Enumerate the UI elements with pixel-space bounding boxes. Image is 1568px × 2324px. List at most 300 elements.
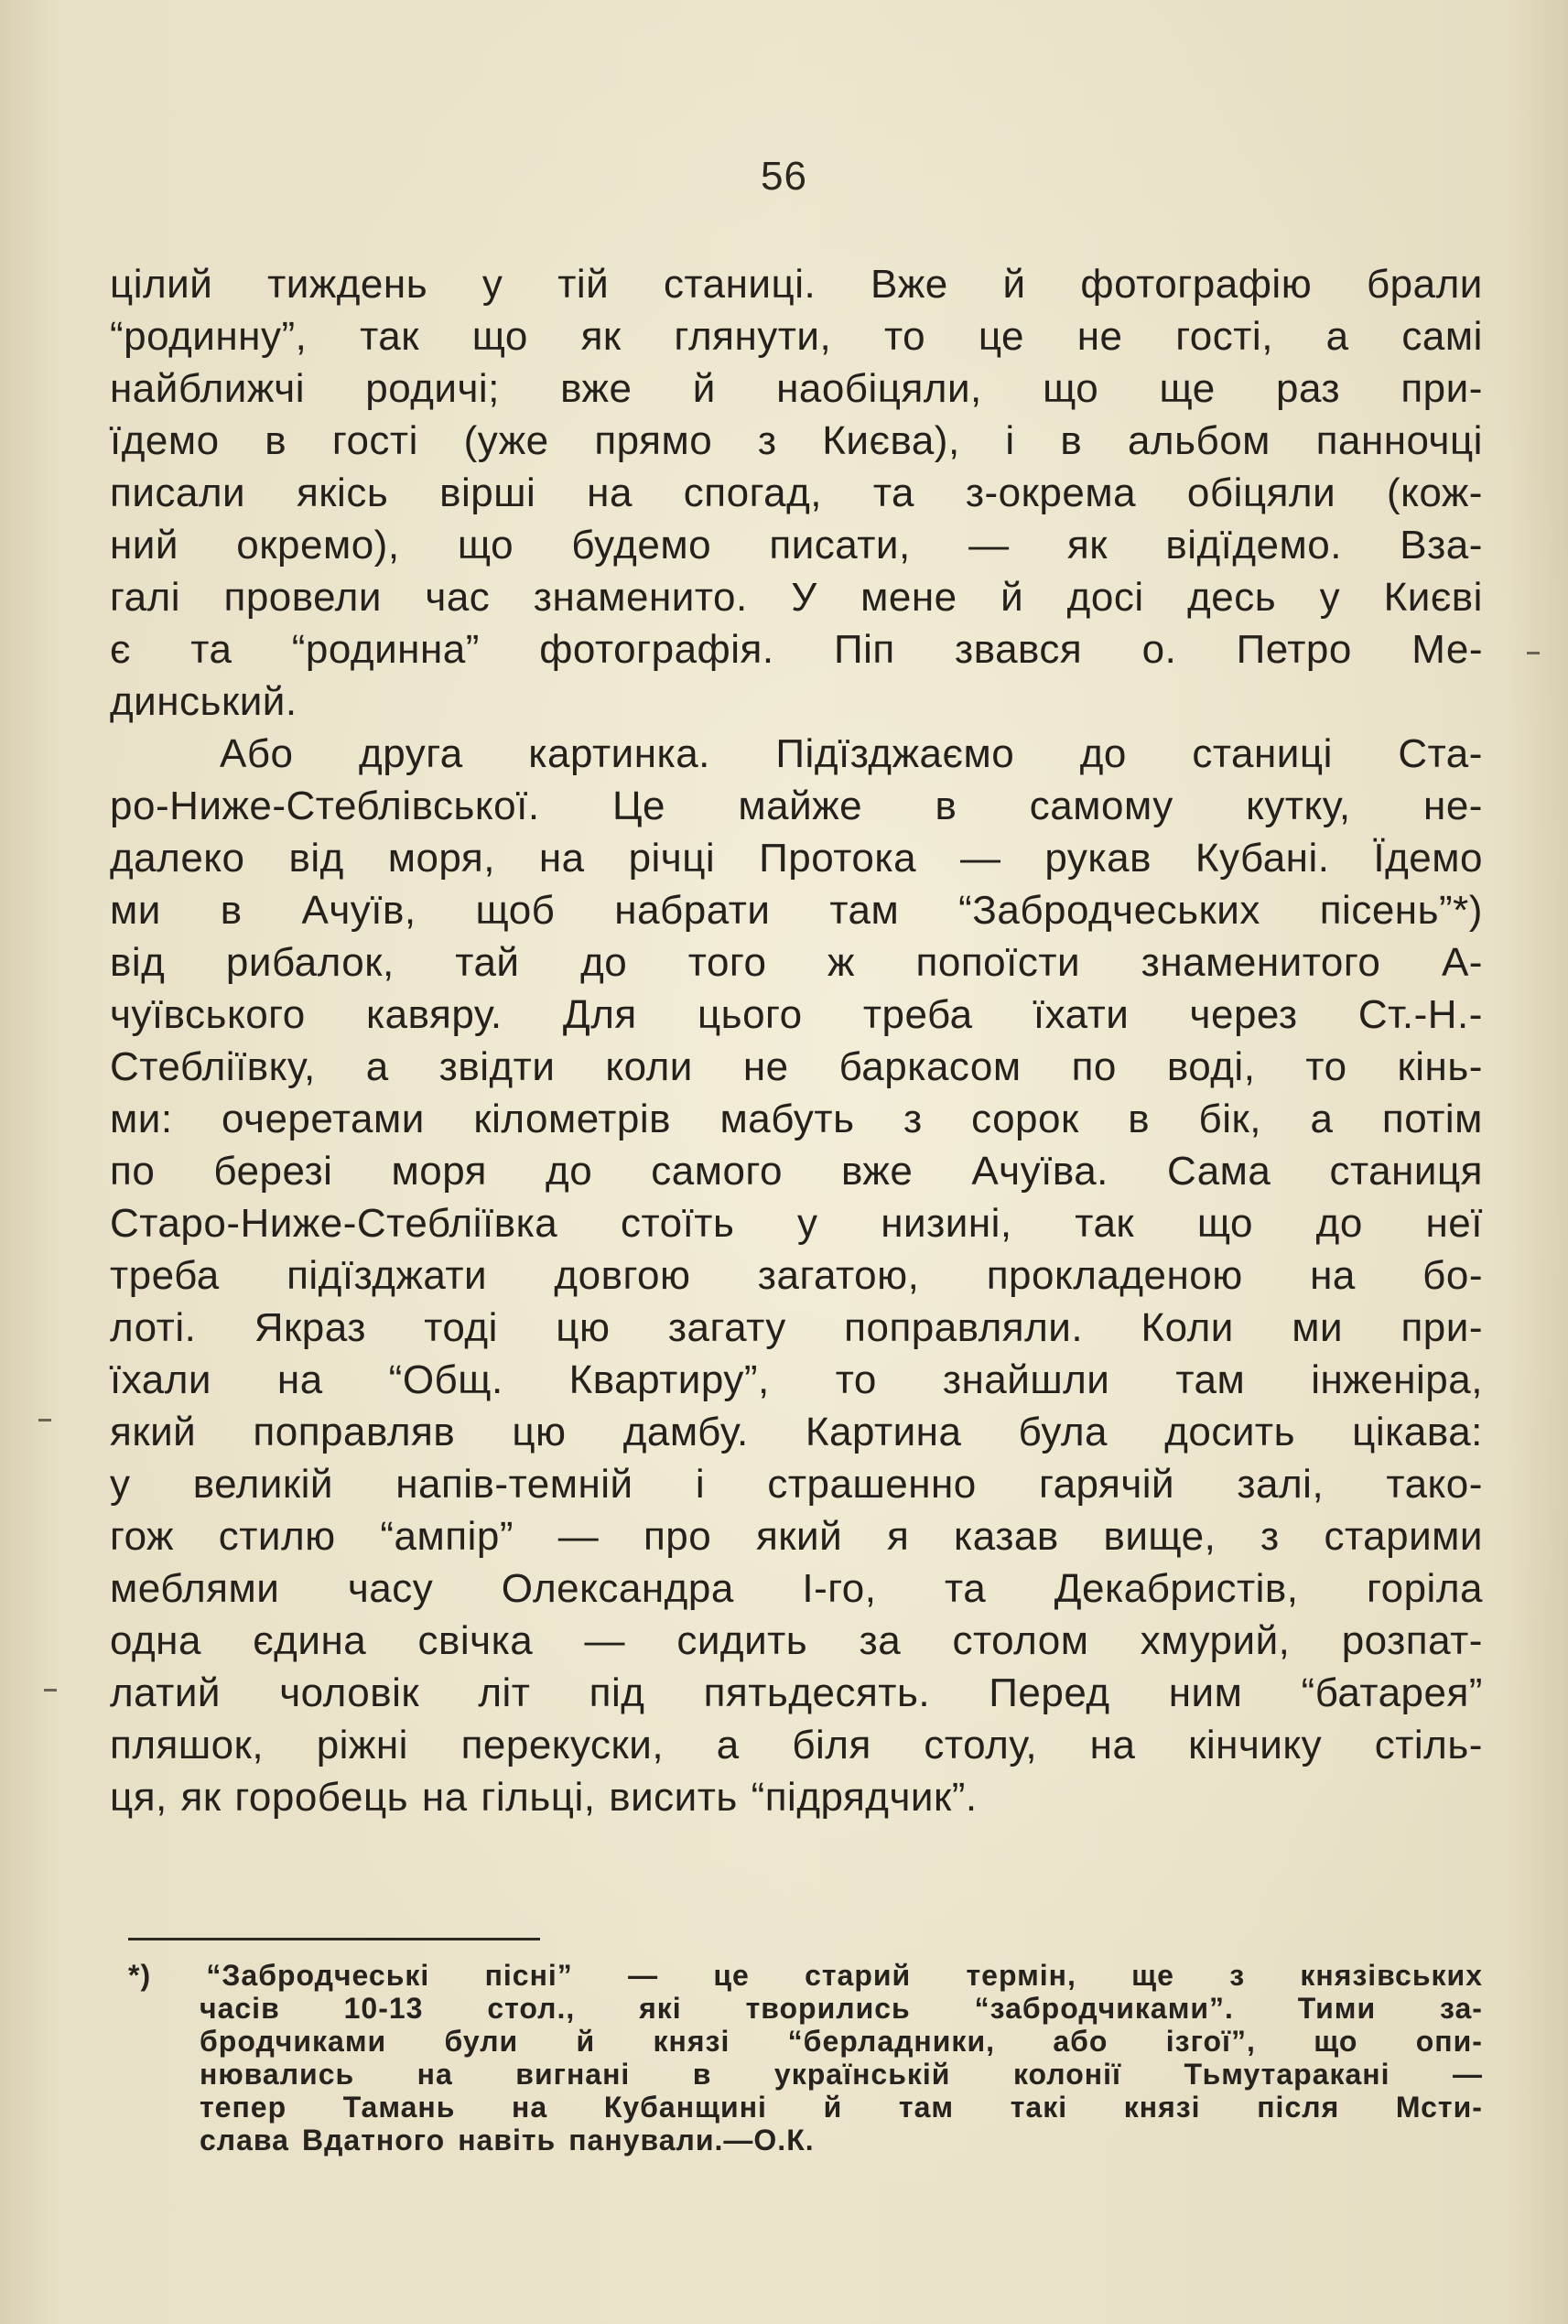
word: Вза- bbox=[1400, 523, 1483, 567]
word: до bbox=[1315, 1201, 1363, 1246]
word: не- bbox=[1423, 784, 1483, 828]
word: моря bbox=[391, 1149, 487, 1194]
footnote-word: слава bbox=[200, 2124, 289, 2156]
footnote-line bbox=[128, 2124, 1483, 2156]
footnote-line bbox=[128, 1992, 1483, 2025]
word: при- bbox=[1400, 1305, 1483, 1350]
word: до bbox=[580, 940, 628, 985]
word: альбом bbox=[1127, 418, 1271, 463]
text-line bbox=[110, 989, 1483, 1041]
word: в bbox=[1060, 418, 1083, 463]
footnote-word: на bbox=[416, 2058, 453, 2091]
footnote-divider bbox=[128, 1938, 540, 1940]
word: що bbox=[1043, 366, 1099, 411]
word: так bbox=[1075, 1201, 1135, 1246]
margin-mark bbox=[38, 1419, 51, 1421]
word: “батарея” bbox=[1301, 1670, 1483, 1715]
word: брали bbox=[1366, 262, 1483, 307]
word: що bbox=[1196, 1201, 1254, 1246]
word: не bbox=[1076, 314, 1123, 359]
footnote-word: українській bbox=[773, 2058, 951, 2091]
word: У bbox=[791, 575, 817, 620]
word: бо- bbox=[1422, 1253, 1483, 1298]
word: на bbox=[538, 836, 585, 881]
footnote-word: — bbox=[628, 1959, 659, 1992]
word: в bbox=[220, 888, 243, 933]
word: й bbox=[1000, 575, 1024, 620]
footnote-word: Мсти- bbox=[1395, 2091, 1483, 2124]
footnote-word: — bbox=[1453, 2058, 1483, 2091]
word: на bbox=[1310, 1253, 1356, 1298]
word: цю bbox=[556, 1305, 611, 1350]
word: висить bbox=[609, 1775, 738, 1820]
word: набрати bbox=[614, 888, 771, 933]
word: хмурий, bbox=[1140, 1618, 1291, 1663]
word: у bbox=[481, 262, 503, 307]
word: ж bbox=[827, 940, 855, 985]
word: не bbox=[742, 1044, 789, 1089]
word: моря, bbox=[387, 836, 495, 881]
word: “підрядчик”. bbox=[751, 1775, 978, 1820]
word: воді, bbox=[1166, 1044, 1256, 1089]
word: столу, bbox=[924, 1723, 1038, 1767]
word: стилю bbox=[218, 1514, 336, 1559]
word: гості, bbox=[1175, 314, 1273, 359]
word: досі bbox=[1066, 575, 1144, 620]
word: напів-темній bbox=[395, 1462, 633, 1507]
footnote-word: 10-13 bbox=[343, 1992, 424, 2025]
word: — bbox=[584, 1618, 626, 1663]
word: загатою, bbox=[757, 1253, 920, 1298]
word: у bbox=[110, 1462, 131, 1507]
word: на bbox=[421, 1775, 468, 1820]
word: а bbox=[365, 1044, 389, 1089]
word: страшенно bbox=[767, 1462, 977, 1507]
word: далеко bbox=[110, 836, 245, 881]
footnote-word: “Забродчеські bbox=[206, 1959, 430, 1992]
word: гарячій bbox=[1039, 1462, 1175, 1507]
word: цікава: bbox=[1352, 1410, 1483, 1454]
word: від bbox=[288, 836, 344, 881]
footnote-line bbox=[128, 2058, 1483, 2091]
word: у bbox=[1319, 575, 1341, 620]
word: того bbox=[687, 940, 767, 985]
word: кінь- bbox=[1397, 1044, 1483, 1089]
word: великій bbox=[192, 1462, 333, 1507]
word: в bbox=[265, 418, 287, 463]
page-number: 56 bbox=[761, 154, 807, 199]
text-line bbox=[110, 1093, 1483, 1145]
text-line bbox=[110, 415, 1483, 467]
word: раз bbox=[1275, 366, 1341, 411]
word: стоїть bbox=[620, 1201, 735, 1246]
word: єдина bbox=[253, 1618, 367, 1663]
text-line bbox=[110, 936, 1483, 989]
word: річці bbox=[628, 836, 716, 881]
text-line bbox=[110, 1510, 1483, 1562]
word: від bbox=[110, 940, 166, 985]
word: самого bbox=[651, 1149, 783, 1194]
word: “Общ. bbox=[388, 1357, 503, 1402]
word: за bbox=[859, 1618, 902, 1663]
word: будемо bbox=[571, 523, 712, 567]
word: Сама bbox=[1166, 1149, 1271, 1194]
word: ще bbox=[1159, 366, 1216, 411]
word: знайшли bbox=[942, 1357, 1110, 1402]
footnote-word: колонії bbox=[1012, 2058, 1121, 2091]
word: кілометрів bbox=[473, 1097, 672, 1141]
footnote-word: це bbox=[713, 1959, 750, 1992]
word: І-го, bbox=[802, 1566, 877, 1611]
word: звідти bbox=[438, 1044, 556, 1089]
word: з bbox=[1260, 1514, 1280, 1559]
word: і bbox=[1005, 418, 1015, 463]
word: Києві bbox=[1383, 575, 1483, 620]
footnote-line bbox=[128, 2091, 1483, 2124]
word: Ачуїва. bbox=[971, 1149, 1108, 1194]
footnote-word: ізгої”, bbox=[1165, 2025, 1256, 2058]
word: гості bbox=[331, 418, 418, 463]
footnote-word: такі bbox=[1010, 2091, 1068, 2124]
text-line bbox=[110, 1302, 1483, 1354]
word: неї bbox=[1425, 1201, 1483, 1246]
word: Олександра bbox=[501, 1566, 734, 1611]
word: на bbox=[587, 470, 633, 515]
word: при- bbox=[1400, 366, 1483, 411]
footnote-word: часів bbox=[200, 1992, 280, 2025]
footnote-word: нювались bbox=[200, 2058, 355, 2091]
word: березі bbox=[213, 1149, 333, 1194]
word: Картина bbox=[805, 1410, 962, 1454]
word: станиця bbox=[1329, 1149, 1483, 1194]
word: то bbox=[883, 314, 926, 359]
footnote-line bbox=[128, 1959, 1483, 1992]
word: ця, bbox=[110, 1775, 168, 1820]
word: я bbox=[886, 1514, 910, 1559]
word: вірші bbox=[439, 470, 536, 515]
word: час bbox=[425, 575, 491, 620]
word: кутку, bbox=[1246, 784, 1351, 828]
footnote-word: й bbox=[576, 2025, 596, 2058]
word: що bbox=[457, 523, 514, 567]
text-line bbox=[110, 780, 1483, 832]
word: знаменитого bbox=[1141, 940, 1381, 985]
footnote-word: бродчиками bbox=[200, 2025, 387, 2058]
footnote-word: й bbox=[823, 2091, 843, 2124]
word: чоловік bbox=[279, 1670, 420, 1715]
word: вище, bbox=[1103, 1514, 1217, 1559]
word: Або bbox=[220, 731, 294, 776]
word: горіла bbox=[1367, 1566, 1483, 1611]
word: тай bbox=[455, 940, 520, 985]
word: по bbox=[1071, 1044, 1117, 1089]
word: а bbox=[1325, 314, 1349, 359]
word: під bbox=[589, 1670, 645, 1715]
text-line bbox=[110, 258, 1483, 310]
word: біля bbox=[792, 1723, 871, 1767]
word: свічка bbox=[417, 1618, 534, 1663]
word: чуївського bbox=[110, 992, 306, 1037]
word: прокладеною bbox=[986, 1253, 1243, 1298]
word: фотографія. bbox=[539, 627, 774, 672]
word: родичі; bbox=[365, 366, 500, 411]
word: гож bbox=[110, 1514, 174, 1559]
footnote-word: старий bbox=[805, 1959, 912, 1992]
word: цього bbox=[697, 992, 803, 1037]
word: тиждень bbox=[267, 262, 428, 307]
word: була bbox=[1018, 1410, 1108, 1454]
text-line bbox=[110, 519, 1483, 571]
word: й bbox=[1002, 262, 1026, 307]
text-line bbox=[110, 1615, 1483, 1667]
word: треба bbox=[110, 1253, 220, 1298]
word: звався bbox=[955, 627, 1083, 672]
text-line bbox=[110, 884, 1483, 936]
word: меблями bbox=[110, 1566, 280, 1611]
word: на bbox=[276, 1357, 323, 1402]
word: самі bbox=[1401, 314, 1483, 359]
text-line bbox=[110, 1667, 1483, 1719]
word: так bbox=[360, 314, 419, 359]
footnote-word: після bbox=[1257, 2091, 1340, 2124]
word: який bbox=[110, 1410, 197, 1454]
word: Ачуїв, bbox=[301, 888, 416, 933]
word: Перед bbox=[989, 1670, 1110, 1715]
word: (уже bbox=[463, 418, 549, 463]
text-line bbox=[110, 1249, 1483, 1302]
word: десь bbox=[1187, 575, 1277, 620]
word: — bbox=[968, 523, 1010, 567]
word: низині, bbox=[881, 1201, 1012, 1246]
word: о. bbox=[1141, 627, 1177, 672]
word: що bbox=[471, 314, 528, 359]
text-line bbox=[110, 1562, 1483, 1615]
word: є bbox=[110, 627, 131, 672]
text-line bbox=[110, 832, 1483, 884]
text-line bbox=[110, 1406, 1483, 1458]
footnote-word: що bbox=[1314, 2025, 1358, 2058]
word: одна bbox=[110, 1618, 201, 1663]
word: перекуски, bbox=[460, 1723, 665, 1767]
word: пятьдесять. bbox=[703, 1670, 931, 1715]
word: мабуть bbox=[719, 1097, 855, 1141]
word: наобіцяли, bbox=[776, 366, 982, 411]
word: тій bbox=[557, 262, 610, 307]
word: як bbox=[580, 314, 622, 359]
word: Ст.-Н.- bbox=[1357, 992, 1483, 1037]
word: з bbox=[757, 418, 777, 463]
word: — bbox=[557, 1514, 600, 1559]
word: ми bbox=[110, 888, 161, 933]
text-line bbox=[110, 362, 1483, 415]
footnote-word: “берладники, bbox=[787, 2025, 995, 2058]
word: щоб bbox=[475, 888, 556, 933]
word: кінчику bbox=[1188, 1723, 1323, 1767]
word: попоїсти bbox=[915, 940, 1081, 985]
word: писати, bbox=[769, 523, 911, 567]
word: як bbox=[1066, 523, 1108, 567]
text-line bbox=[110, 1354, 1483, 1406]
footnote-word: пісні” bbox=[484, 1959, 573, 1992]
footnote-word: “забродчиками”. bbox=[974, 1992, 1234, 2025]
word: Протока bbox=[759, 836, 917, 881]
text-line bbox=[110, 676, 1483, 728]
word: коли bbox=[605, 1044, 693, 1089]
word: глянути, bbox=[674, 314, 832, 359]
footnote bbox=[128, 1959, 1483, 2156]
word: цю bbox=[512, 1410, 567, 1454]
word: Для bbox=[562, 992, 637, 1037]
margin-mark bbox=[1527, 652, 1540, 654]
footnote-word: Кубанщині bbox=[603, 2091, 767, 2124]
word: який bbox=[755, 1514, 843, 1559]
word: ми: bbox=[110, 1097, 173, 1141]
word: довгою bbox=[554, 1253, 691, 1298]
word: столом bbox=[952, 1618, 1089, 1663]
word: майже bbox=[738, 784, 863, 828]
word: окремо), bbox=[236, 523, 400, 567]
word: вже bbox=[560, 366, 633, 411]
footnote-word: в bbox=[692, 2058, 712, 2091]
footnote-word: Тьмутаракані bbox=[1184, 2058, 1390, 2091]
footnote-word: були bbox=[444, 2025, 519, 2058]
word: літ bbox=[478, 1670, 531, 1715]
text-line bbox=[110, 310, 1483, 362]
word: досить bbox=[1164, 1410, 1295, 1454]
word: Києва), bbox=[822, 418, 960, 463]
word: Коли bbox=[1141, 1305, 1234, 1350]
word: там bbox=[1175, 1357, 1246, 1402]
footnote-line bbox=[128, 2025, 1483, 2058]
word: це bbox=[978, 314, 1024, 359]
word: пісень”*) bbox=[1319, 888, 1483, 933]
footnote-word: ще bbox=[1131, 1959, 1174, 1992]
word: очеретами bbox=[222, 1097, 425, 1141]
word: писали bbox=[110, 470, 246, 515]
footnote-word: які bbox=[639, 1992, 682, 2025]
footnote-word: на bbox=[512, 2091, 548, 2124]
word: Квартиру”, bbox=[568, 1357, 770, 1402]
footnote-word: там bbox=[898, 2091, 955, 2124]
word: Петро bbox=[1236, 627, 1352, 672]
word: загату bbox=[667, 1305, 786, 1350]
word: самому bbox=[1029, 784, 1173, 828]
word: ми bbox=[1292, 1305, 1344, 1350]
footnote-word: за- bbox=[1440, 1992, 1483, 2025]
word: станиці. bbox=[663, 262, 816, 307]
word: галі bbox=[110, 575, 181, 620]
word: Підїзджаємо bbox=[775, 731, 1015, 776]
word: тоді bbox=[424, 1305, 498, 1350]
margin-mark bbox=[44, 1689, 57, 1692]
word: спогад, bbox=[683, 470, 823, 515]
word: Ста- bbox=[1398, 731, 1483, 776]
word: треба bbox=[862, 992, 973, 1037]
text-line bbox=[110, 1145, 1483, 1197]
word: дамбу. bbox=[622, 1410, 749, 1454]
word: до bbox=[1079, 731, 1127, 776]
word: станиці bbox=[1192, 731, 1333, 776]
word: а bbox=[1310, 1097, 1334, 1141]
word: вже bbox=[841, 1149, 914, 1194]
word: Їдемо bbox=[1373, 836, 1483, 881]
word: картинка. bbox=[528, 731, 710, 776]
word: горобець bbox=[234, 1775, 409, 1820]
footnote-word: творились bbox=[745, 1992, 911, 2025]
main-text bbox=[110, 258, 1483, 1823]
text-line bbox=[110, 571, 1483, 623]
word: прямо bbox=[594, 418, 713, 463]
word: Ме- bbox=[1411, 627, 1483, 672]
text-line bbox=[110, 1771, 1483, 1823]
word: пляшок, bbox=[110, 1723, 265, 1767]
word: їхати bbox=[1033, 992, 1130, 1037]
word: Стебліївку, bbox=[110, 1044, 316, 1089]
footnote-word: вигнані bbox=[515, 2058, 631, 2091]
word: мене bbox=[860, 575, 957, 620]
word: в bbox=[1128, 1097, 1151, 1141]
word: кавяру. bbox=[365, 992, 503, 1037]
word: відїдемо. bbox=[1165, 523, 1342, 567]
word: підїзджати bbox=[287, 1253, 488, 1298]
word: “ампір” bbox=[380, 1514, 514, 1559]
word: знаменито. bbox=[533, 575, 748, 620]
text-line bbox=[110, 728, 1483, 780]
word: у bbox=[797, 1201, 818, 1246]
word: по bbox=[110, 1149, 156, 1194]
word: там bbox=[829, 888, 900, 933]
footnote-word: князі bbox=[653, 2025, 730, 2058]
word: та bbox=[872, 470, 915, 515]
footnote-word: панували.—О.К. bbox=[568, 2124, 815, 2156]
word: друга bbox=[359, 731, 463, 776]
word: обіцяли bbox=[1186, 470, 1336, 515]
word: латий bbox=[110, 1670, 221, 1715]
word: їдемо bbox=[110, 418, 220, 463]
footnote-word: Тамань bbox=[342, 2091, 456, 2124]
word: панночці bbox=[1315, 418, 1483, 463]
word: на bbox=[1089, 1723, 1136, 1767]
word: і bbox=[695, 1462, 706, 1507]
word: цілий bbox=[110, 262, 213, 307]
text-line bbox=[110, 1041, 1483, 1093]
word: через bbox=[1189, 992, 1298, 1037]
word: найближчі bbox=[110, 366, 305, 411]
word: фотографію bbox=[1080, 262, 1313, 307]
word: поправляв bbox=[253, 1410, 456, 1454]
footnote-word: стол., bbox=[487, 1992, 576, 2025]
footnote-word: з bbox=[1229, 1959, 1246, 1992]
word: провели bbox=[223, 575, 382, 620]
footnote-word: князівських bbox=[1300, 1959, 1483, 1992]
word: як bbox=[180, 1775, 222, 1820]
word: залі, bbox=[1237, 1462, 1325, 1507]
word: їхали bbox=[110, 1357, 211, 1402]
word: рибалок, bbox=[225, 940, 395, 985]
footnote-word: князі bbox=[1123, 2091, 1201, 2124]
word: Кубані. bbox=[1195, 836, 1330, 881]
word: та bbox=[945, 1566, 987, 1611]
word: ро-Ниже-Стеблівської. bbox=[110, 784, 540, 828]
word: тако- bbox=[1386, 1462, 1483, 1507]
word: Вже bbox=[870, 262, 948, 307]
word: в bbox=[935, 784, 957, 828]
word: рукав bbox=[1044, 836, 1152, 881]
footnote-word: Тими bbox=[1297, 1992, 1377, 2025]
word: ріжні bbox=[316, 1723, 408, 1767]
word: ний bbox=[110, 523, 178, 567]
word: динський. bbox=[110, 679, 297, 724]
